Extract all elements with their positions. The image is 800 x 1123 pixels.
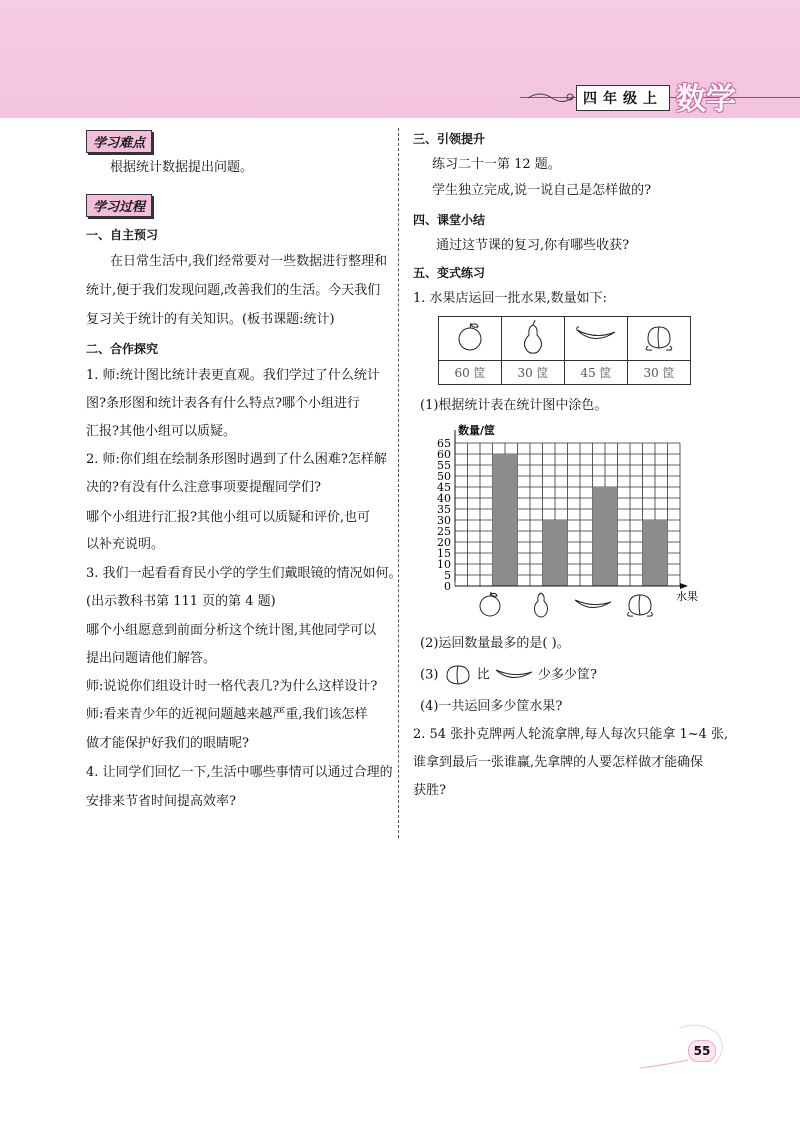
x-apple-icon [480, 592, 500, 616]
pear-cell [502, 317, 565, 361]
column-divider [398, 128, 399, 838]
y-tick-label: 45 [437, 481, 451, 494]
e1-part2: (2)运回数量最多的是( )。 [420, 636, 570, 651]
e2-line1: 2. 54 张扑克牌两人轮流拿牌,每人每次只能拿 1~4 张, [413, 727, 729, 742]
difficulty-tag: 学习难点 [86, 130, 152, 153]
e1-line1: 1. 水果店运回一批水果,数量如下: [413, 291, 608, 306]
y-tick-label: 35 [437, 503, 451, 516]
part3-peach-icon [443, 664, 473, 686]
banana-icon [574, 324, 618, 350]
y-tick-label: 65 [437, 437, 451, 450]
e1-part3-prefix: (3) [420, 667, 439, 683]
section-1-title: 一、自主预习 [86, 228, 159, 242]
q2-line1: 2. 师:你们组在绘制条形图时遇到了什么困难?怎样解 [86, 452, 387, 467]
peach-icon [640, 321, 678, 353]
e1-part4: (4)一共运回多少筐水果? [420, 699, 563, 714]
part3-banana-icon [494, 666, 534, 684]
s3-line1: 练习二十一第 12 题。 [432, 157, 561, 172]
y-tick-label: 20 [437, 536, 451, 549]
fruit-bar-chart [410, 420, 710, 630]
y-tick-label: 15 [437, 547, 451, 560]
section-5-title: 五、变式练习 [413, 266, 486, 280]
section-2-title: 二、合作探究 [86, 342, 159, 356]
s3-line2: 学生独立完成,说一说自己是怎样做的? [432, 183, 652, 198]
e1-part1: (1)根据统计表在统计图中涂色。 [420, 398, 608, 413]
s4-line1: 通过这节课的复习,你有哪些收获? [436, 238, 630, 253]
swirl-decoration-icon [526, 88, 576, 106]
x-peach-icon [628, 595, 653, 616]
apple-cell [439, 317, 502, 361]
x-banana-icon [575, 600, 611, 608]
x-axis-arrow [680, 583, 688, 589]
e2-line3: 获胜? [413, 783, 446, 798]
section-3-title: 三、引领提升 [413, 132, 486, 146]
s1-line3: 复习关于统计的有关知识。(板书课题:统计) [86, 312, 335, 327]
peach-count: 30 筐 [628, 361, 691, 385]
q1-line2: 图?条形图和统计表各有什么特点?哪个小组进行 [86, 396, 360, 411]
e2-line2: 谁拿到最后一张谁赢,先拿牌的人要怎样做才能确保 [413, 755, 704, 770]
q3-line3: 哪个小组愿意到前面分析这个统计图,其他同学可以 [86, 623, 377, 638]
chart-y-ticks [437, 437, 451, 593]
e1-part3-suffix: 少多少筐? [538, 667, 597, 683]
bar-香蕉 [593, 487, 618, 586]
y-tick-label: 25 [437, 525, 451, 538]
y-tick-label: 60 [437, 448, 451, 461]
y-tick-label: 55 [437, 459, 451, 472]
y-tick-label: 5 [444, 569, 451, 582]
pear-icon [518, 319, 548, 355]
grade-label: 四年级上 [576, 85, 670, 111]
y-tick-label: 40 [437, 492, 451, 505]
fruit-table [438, 316, 691, 385]
subject-title: 数学 [676, 82, 736, 117]
bar-桃 [643, 520, 668, 586]
q3-line7: 做才能保护好我们的眼睛呢? [86, 736, 249, 751]
difficulty-text: 根据统计数据提出问题。 [110, 160, 254, 175]
y-tick-label: 10 [437, 558, 451, 571]
q1-line1: 1. 师:统计图比统计表更直观。我们学过了什么统计 [86, 368, 380, 383]
banana-count: 45 筐 [565, 361, 628, 385]
q3-line6: 师:看来青少年的近视问题越来越严重,我们该怎样 [86, 707, 368, 722]
q2-line3: 哪个小组进行汇报?其他小组可以质疑和评价,也可 [86, 510, 371, 525]
q3-line2: (出示教科书第 111 页的第 4 题) [86, 594, 276, 609]
y-axis-label: 数量/筐 [458, 424, 496, 437]
q3-line1: 3. 我们一起看看育民小学的学生们戴眼镜的情况如何。 [86, 566, 402, 581]
y-tick-label: 0 [444, 580, 451, 593]
x-category-icons [480, 592, 652, 617]
section-4-title: 四、课堂小结 [413, 213, 486, 227]
bar-苹果 [493, 454, 518, 586]
apple-icon [455, 321, 485, 353]
e1-part3 [420, 664, 597, 687]
s1-line1: 在日常生活中,我们经常要对一些数据进行整理和 [110, 254, 388, 269]
y-tick-label: 50 [437, 470, 451, 483]
peach-cell [628, 317, 691, 361]
y-tick-label: 30 [437, 514, 451, 527]
e1-part3-compare: 比 [476, 667, 490, 683]
q4-line2: 安排来节省时间提高效率? [86, 794, 236, 809]
page-number: 55 [688, 1040, 716, 1062]
apple-count: 60 筐 [439, 361, 502, 385]
q2-line2: 决的?有没有什么注意事项要提醒同学们? [86, 480, 321, 495]
pear-count: 30 筐 [502, 361, 565, 385]
s1-line2: 统计,便于我们发现问题,改善我们的生活。今天我们 [86, 283, 381, 298]
q3-line4: 提出问题请他们解答。 [86, 651, 217, 666]
bar-梨 [543, 520, 568, 586]
q4-line1: 4. 让同学们回忆一下,生活中哪些事情可以通过合理的 [86, 765, 393, 780]
x-axis-label: 水果 [676, 590, 698, 603]
q3-line5: 师:说说你们组设计时一格代表几?为什么这样设计? [86, 679, 378, 694]
q2-line4: 以补充说明。 [86, 537, 165, 552]
x-pear-icon [534, 593, 547, 617]
banana-cell [565, 317, 628, 361]
q1-line3: 汇报?其他小组可以质疑。 [86, 424, 236, 439]
page-number-decoration-icon [640, 1020, 730, 1080]
process-tag: 学习过程 [86, 194, 152, 217]
